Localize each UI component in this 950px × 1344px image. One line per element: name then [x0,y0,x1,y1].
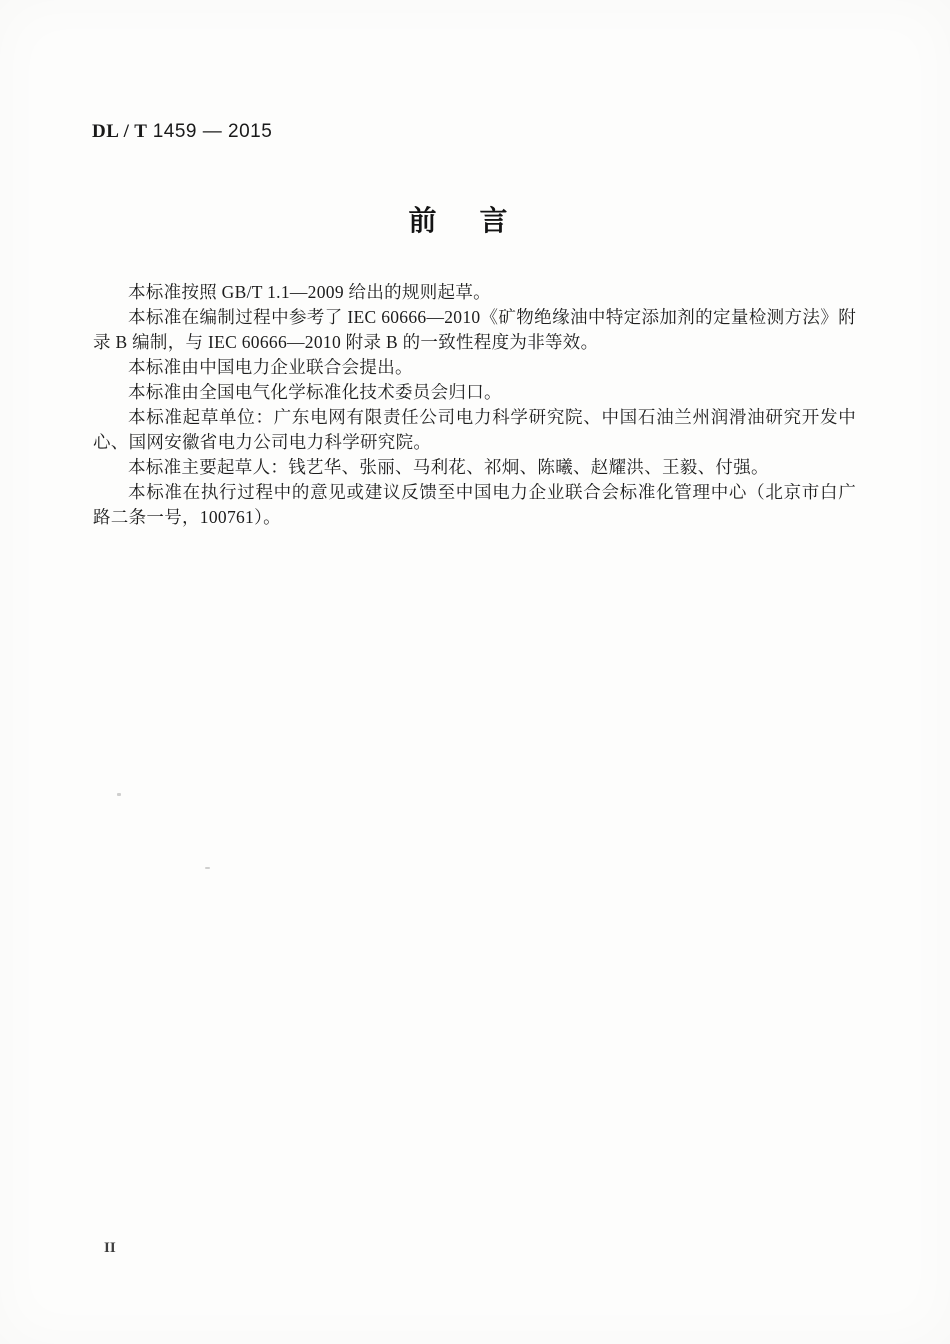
scan-artifact [117,793,121,796]
paragraph-iec-reference: 本标准在编制过程中参考了 IEC 60666—2010《矿物绝缘油中特定添加剂的定量检测方法》附录 B 编制，与 IEC 60666—2010 附录 B 的一致性程度为非等效。 [93,307,856,352]
foreword-body [93,280,856,530]
standard-code [92,121,272,143]
standard-code-prefix: DL / T [92,121,148,142]
paragraph-proposed-by: 本标准由中国电力企业联合会提出。 [128,357,413,377]
page-number: II [104,1240,116,1256]
paragraph-drafting-rules: 本标准按照 GB/T 1.1—2009 给出的规则起草。 [128,282,491,302]
foreword-title-char1: 前 [408,205,437,236]
paragraph-feedback-address: 本标准在执行过程中的意见或建议反馈至中国电力企业联合会标准化管理中心（北京市白广路二条一号，100761）。 [93,482,856,527]
foreword-title-char2: 言 [479,205,508,236]
scan-artifact [205,867,210,869]
paragraph-drafting-organizations: 本标准起草单位：广东电网有限责任公司电力科学研究院、中国石油兰州润滑油研究开发中心、国网安徽省电力公司电力科学研究院。 [93,407,856,452]
paragraph-main-drafters: 本标准主要起草人：钱艺华、张丽、马利花、祁炯、陈曦、赵耀洪、王毅、付强。 [128,457,769,477]
paragraph-centralized-by: 本标准由全国电气化学标准化技术委员会归口。 [128,382,502,402]
standard-code-number: 1459 — 2015 [152,121,273,142]
foreword-title [0,199,933,239]
